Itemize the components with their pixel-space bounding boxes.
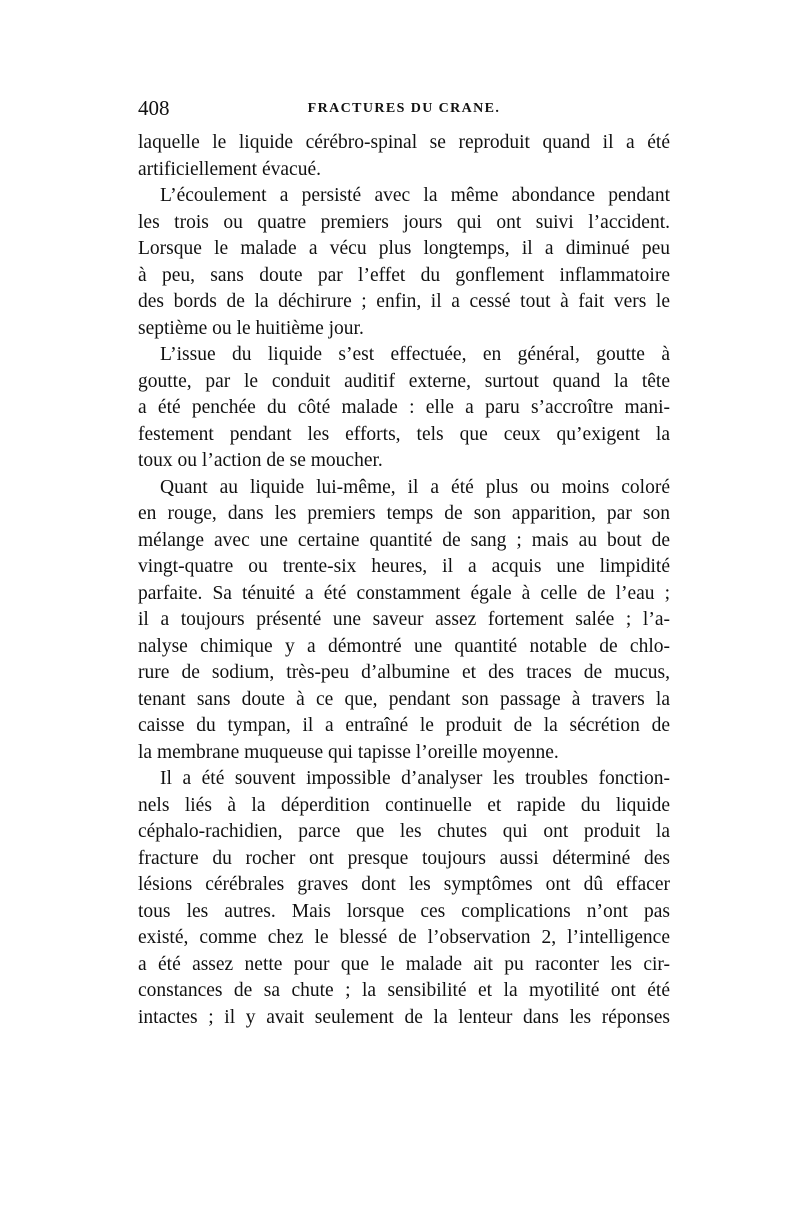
text-line: parfaite. Sa ténuité a été constamment égale à celle de l’eau ; (138, 582, 670, 604)
page-number: 408 (138, 96, 170, 120)
text-line: Quant au liquide lui-même, il a été plus ou moins coloré (160, 476, 670, 498)
paragraph (138, 475, 670, 767)
text-line: la membrane muqueuse qui tapisse l’oreille moyenne. (138, 741, 559, 763)
paragraph (138, 183, 670, 342)
text-line: existé, comme chez le blessé de l’observation 2, l’intelligence (138, 927, 670, 948)
text-line: L’issue du liquide s’est effectuée, en général, goutte à (160, 344, 670, 365)
text-line: septième ou le huitième jour. (138, 317, 364, 339)
text-line: toux ou l’action de se moucher. (138, 450, 383, 471)
text-line: des bords de la déchirure ; enfin, il a cessé tout à fait vers le (138, 291, 670, 312)
text-line: nels liés à la déperdition continuelle et rapide du liquide (138, 794, 670, 816)
page-header (138, 96, 670, 120)
text-line: les trois ou quatre premiers jours qui ont suivi l’accident. (138, 211, 670, 233)
text-line: goutte, par le conduit auditif externe, surtout quand la tête (138, 370, 670, 392)
text-line: festement pendant les efforts, tels que ceux qu’exigent la (138, 423, 670, 445)
text-line: lésions cérébrales graves dont les symptômes ont dû effacer (138, 874, 670, 895)
text-line: artificiellement évacué. (138, 158, 321, 180)
running-title: FRACTURES DU CRANE. (307, 101, 501, 116)
text-line: fracture du rocher ont presque toujours aussi déterminé des (138, 847, 670, 869)
text-line: mélange avec une certaine quantité de sang ; mais au bout de (138, 529, 670, 551)
text-line: laquelle le liquide cérébro-spinal se reproduit quand il a été (138, 132, 670, 153)
text-line: Il a été souvent impossible d’analyser les troubles fonction- (160, 768, 670, 789)
text-line: L’écoulement a persisté avec la même abondance pendant (160, 185, 670, 206)
text-line: vingt-quatre ou trente-six heures, il a acquis une limpidité (138, 556, 670, 577)
text-line: tous les autres. Mais lorsque ces complications n’ont pas (138, 900, 670, 922)
text-line: Lorsque le malade a vécu plus longtemps, il a diminué peu (138, 238, 670, 259)
paragraph (138, 342, 670, 475)
text-line: en rouge, dans les premiers temps de son apparition, par son (138, 503, 670, 524)
text-line: il a toujours présenté une saveur assez fortement salée ; l’a- (138, 609, 670, 630)
text-line: à peu, sans doute par l’effet du gonflement inflammatoire (138, 264, 670, 286)
body-text (138, 130, 670, 1031)
text-line: intactes ; il y avait seulement de la lenteur dans les réponses (138, 1006, 670, 1028)
text-line: caisse du tympan, il a entraîné le produit de la sécrétion de (138, 715, 670, 736)
text-line: a été penchée du côté malade : elle a paru s’accroître mani- (138, 397, 670, 418)
text-line: nalyse chimique y a démontré une quantité notable de chlo- (138, 635, 670, 657)
text-line: rure de sodium, très-peu d’albumine et des traces de mucus, (138, 662, 670, 683)
text-line: tenant sans doute à ce que, pendant son passage à travers la (138, 688, 670, 710)
paragraph (138, 766, 670, 1031)
text-line: céphalo-rachidien, parce que les chutes qui ont produit la (138, 821, 670, 842)
text-line: a été assez nette pour que le malade ait pu raconter les cir- (138, 953, 670, 975)
text-line: constances de sa chute ; la sensibilité et la myotilité ont été (138, 980, 670, 1001)
paragraph (138, 130, 670, 183)
